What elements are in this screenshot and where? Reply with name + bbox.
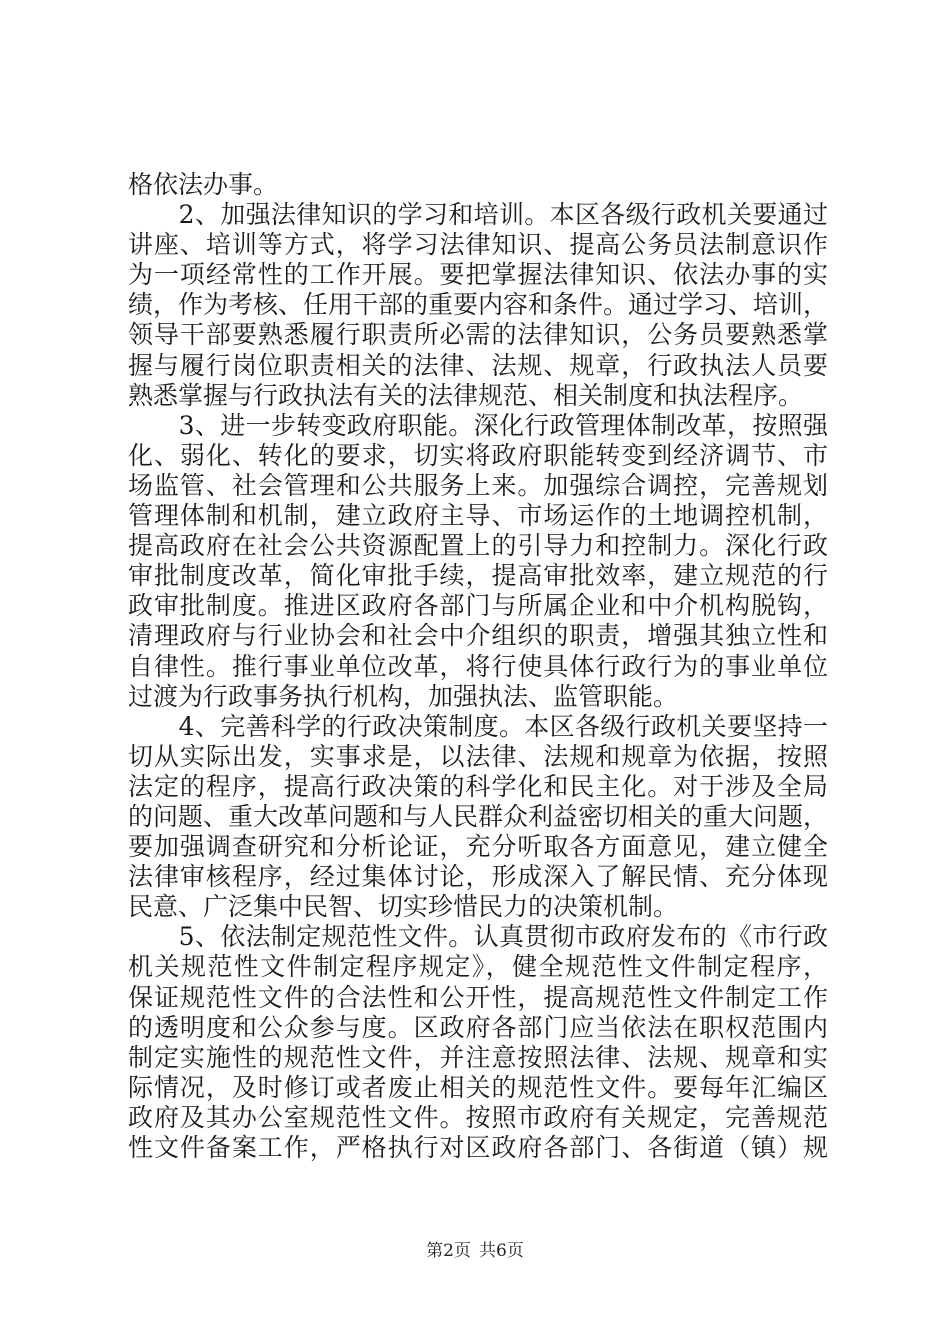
page-total: 共6页	[479, 1241, 524, 1261]
text-line: 际情况，及时修订或者废止相关的规范性文件。要每年汇编区	[128, 1072, 828, 1102]
text-line: 管理体制和机制，建立政府主导、市场运作的土地调控机制，	[128, 501, 828, 531]
text-line: 讲座、培训等方式，将学习法律知识、提高公务员法制意识作	[128, 230, 828, 260]
document-body	[128, 170, 828, 1163]
text-line: 为一项经常性的工作开展。要把掌握法律知识、依法办事的实	[128, 260, 828, 290]
text-line: 制定实施性的规范性文件，并注意按照法律、法规、规章和实	[128, 1042, 828, 1072]
text-line: 政府及其办公室规范性文件。按照市政府有关规定，完善规范	[128, 1102, 828, 1132]
text-line: 审批制度改革，简化审批手续，提高审批效率，建立规范的行	[128, 561, 828, 591]
text-line: 绩，作为考核、任用干部的重要内容和条件。通过学习、培训，	[128, 290, 829, 320]
page-footer	[0, 1239, 950, 1263]
text-line: 清理政府与行业协会和社会中介组织的职责，增强其独立性和	[128, 621, 828, 651]
text-line: 自律性。推行事业单位改革，将行使具体行政行为的事业单位	[128, 651, 828, 681]
text-line: 3、进一步转变政府职能。深化行政管理体制改革，按照强	[128, 410, 828, 440]
text-line: 格依法办事。	[128, 170, 279, 199]
text-line: 的透明度和公众参与度。区政府各部门应当依法在职权范围内	[128, 1012, 828, 1042]
text-line: 机关规范性文件制定程序规定》，健全规范性文件制定程序，	[128, 952, 828, 982]
text-line: 政审批制度。推进区政府各部门与所属企业和中介机构脱钩，	[128, 591, 828, 621]
text-line: 性文件备案工作，严格执行对区政府各部门、各街道（镇）规	[128, 1133, 828, 1162]
text-line: 法定的程序，提高行政决策的科学化和民主化。对于涉及全局	[128, 771, 828, 801]
text-line: 的问题、重大改革问题和与人民群众利益密切相关的重大问题，	[128, 801, 829, 831]
page-number: 第2页	[426, 1241, 471, 1261]
text-line: 提高政府在社会公共资源配置上的引导力和控制力。深化行政	[128, 531, 828, 561]
text-line: 场监管、社会管理和公共服务上来。加强综合调控，完善规划	[128, 470, 828, 500]
text-line: 民意、广泛集中民智、切实珍惜民力的决策机制。	[128, 892, 679, 922]
text-line: 切从实际出发，实事求是，以法律、法规和规章为依据，按照	[128, 741, 828, 771]
text-line: 2、加强法律知识的学习和培训。本区各级行政机关要通过	[128, 200, 828, 230]
text-line: 熟悉掌握与行政执法有关的法律规范、相关制度和执法程序。	[128, 380, 804, 410]
text-line: 4、完善科学的行政决策制度。本区各级行政机关要坚持一	[128, 711, 828, 741]
text-line: 过渡为行政事务执行机构，加强执法、监管职能。	[128, 681, 679, 711]
text-line: 化、弱化、转化的要求，切实将政府职能转变到经济调节、市	[128, 440, 828, 470]
text-line: 法律审核程序，经过集体讨论，形成深入了解民情、充分体现	[128, 862, 828, 892]
text-line: 领导干部要熟悉履行职责所必需的法律知识，公务员要熟悉掌	[128, 320, 828, 350]
text-line: 要加强调查研究和分析论证，充分听取各方面意见，建立健全	[128, 832, 828, 862]
text-line: 握与履行岗位职责相关的法律、法规、规章，行政执法人员要	[128, 350, 828, 380]
text-line: 保证规范性文件的合法性和公开性，提高规范性文件制定工作	[128, 982, 828, 1012]
text-line: 5、依法制定规范性文件。认真贯彻市政府发布的《市行政	[128, 922, 828, 952]
